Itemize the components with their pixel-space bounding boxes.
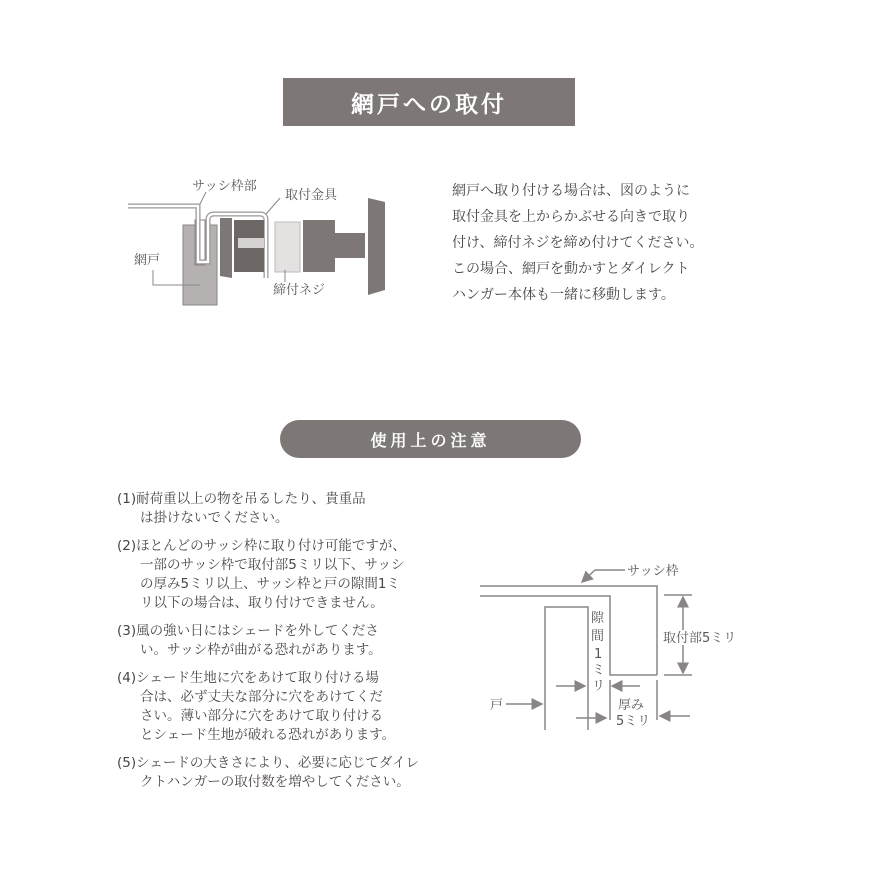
description-line: この場合、網戸を動かすとダイレクト — [452, 261, 690, 277]
description-line: ハンガー本体も一緒に移動します。 — [452, 287, 675, 303]
section-title-cautions: 使用上の注意 — [280, 420, 581, 458]
section-title-screen-door: 網戸への取付 — [283, 78, 575, 126]
caution-item: (4)シェード生地に穴をあけて取り付ける場 合は、必ず丈夫な部分に穴をあけてくだ さい。薄い部分に穴をあけて取り付ける とシェード生地が破れる恐れがあります。 — [117, 670, 396, 743]
caution-item: (1)耐荷重以上の物を吊るしたり、貴重品 は掛けないでください。 — [117, 491, 366, 526]
sash-dimension-diagram — [470, 550, 760, 730]
caution-item: (5)シェードの大きさにより、必要に応じてダイレ クトハンガーの取付数を増やしてください。 — [117, 755, 420, 790]
label-sash: サッシ枠部 — [192, 179, 257, 194]
label-sash-frame: サッシ枠 — [627, 564, 679, 579]
label-bracket: 取付金具 — [285, 188, 338, 203]
screen-door-description — [452, 178, 752, 308]
label-thickness-value: 5ミリ — [616, 714, 651, 729]
caution-list — [117, 490, 447, 801]
label-thickness: 厚み — [618, 698, 645, 713]
label-screw: 締付ネジ — [273, 283, 326, 298]
label-gap: 隙 — [591, 611, 605, 626]
label-screen: 網戸 — [134, 253, 161, 268]
description-line: 取付金具を上からかぶせる向きで取り — [452, 209, 690, 225]
label-door: 戸 — [490, 698, 504, 713]
description-line: 網戸へ取り付ける場合は、図のように — [452, 183, 690, 199]
caution-item: (2)ほとんどのサッシ枠に取り付け可能ですが、 一部のサッシ枠で取付部5ミリ以下、サッシ の厚み5ミリ以上、サッシ枠と戸の隙間1ミ リ以下の場合は、取り付けできません。 — [117, 538, 406, 611]
label-gap: リ — [592, 679, 606, 694]
label-gap: ミ — [592, 663, 606, 678]
label-gap: 間 — [591, 629, 605, 644]
screen-door-mount-diagram — [120, 170, 400, 310]
label-gap: 1 — [594, 647, 603, 662]
caution-item: (3)風の強い日にはシェードを外してくださ い。サッシ枠が曲がる恐れがあります。 — [117, 623, 382, 658]
description-line: 付け、締付ネジを締め付けてください。 — [452, 235, 704, 251]
label-mount-depth: 取付部5ミリ — [663, 631, 737, 646]
